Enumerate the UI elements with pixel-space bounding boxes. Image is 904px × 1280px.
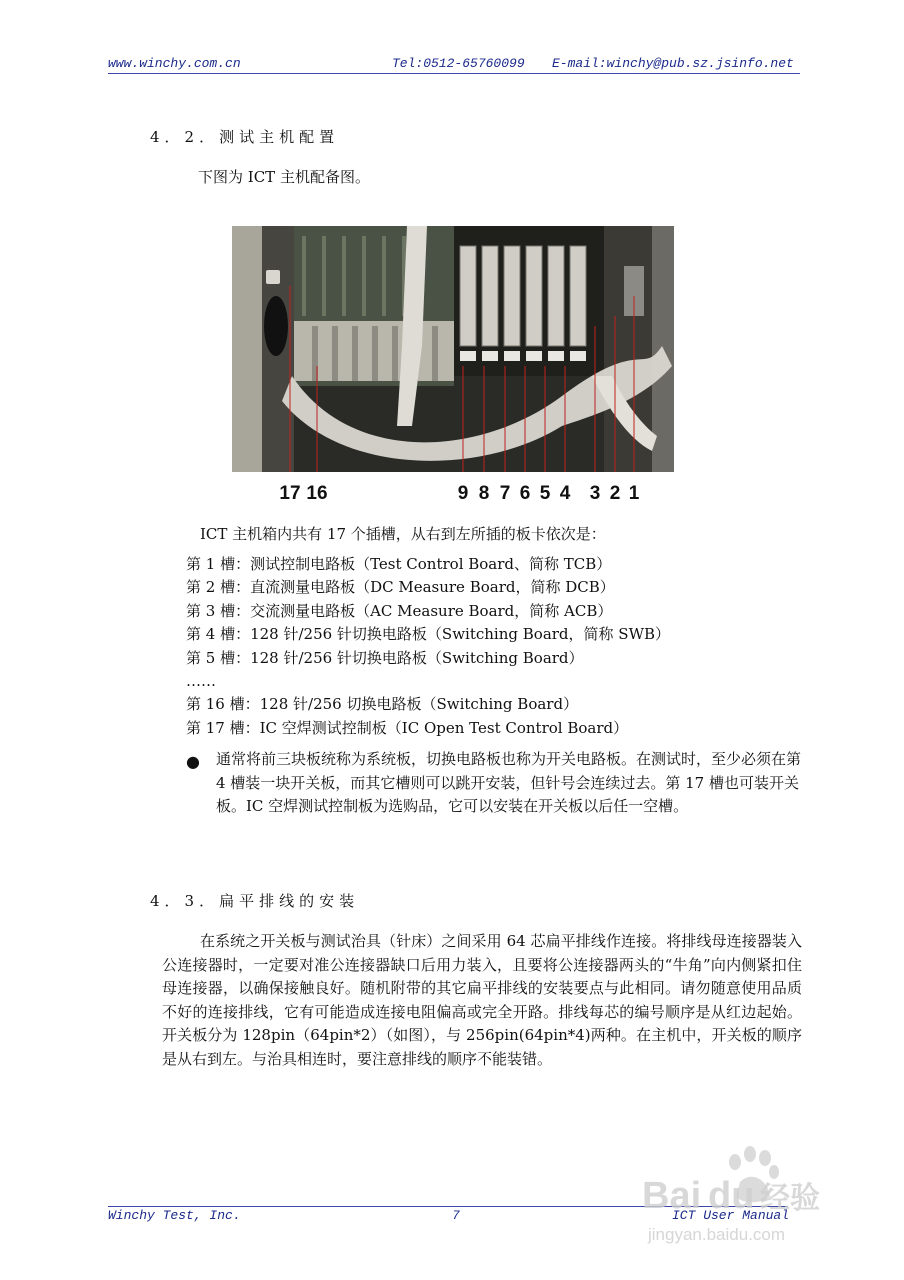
slots-lead-text: ICT 主机箱内共有 17 个插槽，从右到左所插的板卡依次是： [200,525,606,543]
list-item: 第 3 槽：交流测量电路板（AC Measure Board，简称 ACB） [186,601,613,620]
slot-label: 1 [628,483,640,504]
header-email: E-mail:winchy@pub.sz.jsinfo.net [552,56,794,71]
slot-label: 17 [279,483,301,504]
list-item: …… [186,671,216,690]
slot-number-labels [232,483,674,507]
bullet-icon: ● [186,752,200,771]
footer-company: Winchy Test, Inc. [108,1208,241,1223]
slot-label: 7 [499,483,511,504]
slot-label: 16 [306,483,328,504]
slot-list [186,553,670,740]
slot-label: 5 [539,483,551,504]
header-tel: Tel:0512-65760099 [392,56,525,71]
slot-label: 6 [519,483,531,504]
list-item: 第 4 槽：128 针/256 针切换电路板（Switching Board，简称 SWB） [186,625,671,644]
svg-text:经验: 经验 [760,1181,820,1216]
slot-label: 8 [478,483,490,504]
section-paragraph: 在系统之开关板与测试治具（针床）之间采用 64 芯扁平排线作连接。将排线母连接器装入公连接器时，一定要对准公连接器缺口后用力装入，且要将公连接器两头的“牛角”向内侧紧扣住母连接器，以确保接触良好。随机附带的其它扁平排线的安装要点与此相同。请勿随意使用品质不好的连接排线，它有可能造成连接电阻偏高或完全开路。排线每芯的编号顺序是从红边起始。开关板分为 128pin（64pin*2）（如图），与 256pin(64pin*4)两种。在主机中，开关板的顺序是从右到左。与治具相连时，要注意排线的顺序不能装错。 [162,932,802,1068]
slot-label: 3 [589,483,601,504]
list-item: 第 17 槽：IC 空焊测试控制板（IC Open Test Control Board） [186,718,629,737]
svg-text:Bai: Bai [642,1175,702,1217]
section-intro: 下图为 ICT 主机配备图。 [198,168,370,186]
list-item: 第 16 槽：128 针/256 切换电路板（Switching Board） [186,695,579,714]
baidu-watermark-logo [640,1142,850,1262]
page-number: 7 [452,1208,460,1223]
list-item: 第 5 槽：128 针/256 针切换电路板（Switching Board） [186,648,584,667]
section-title-4-2: 4．2．测试主机配置 [150,128,340,146]
footer-manual-title: ICT User Manual [672,1208,790,1223]
slot-label: 9 [457,483,469,504]
ict-host-photo [232,226,674,472]
slot-label: 2 [609,483,621,504]
page-header [108,56,800,74]
list-item: 第 1 槽：测试控制电路板（Test Control Board、简称 TCB） [186,555,612,573]
section-title-4-3: 4．3．扁平排线的安装 [150,892,360,910]
svg-text:jingyan.baidu.com: jingyan.baidu.com [648,1225,786,1244]
slot-label: 4 [559,483,571,504]
svg-text:du: du [708,1175,755,1217]
list-item: 第 2 槽：直流测量电路板（DC Measure Board，简称 DCB） [186,578,615,597]
bullet-note: 通常将前三块板统称为系统板，切换电路板也称为开关电路板。在测试时，至少必须在第 4 槽装一块开关板，而其它槽则可以跳开安装，但针号会连续过去。第 17 槽也可装开关板。IC 空焊测试控制板为选购品，它可以安装在开关板以后任一空槽。 [216,750,802,815]
header-rule [108,73,800,74]
header-website: www.winchy.com.cn [108,56,241,71]
